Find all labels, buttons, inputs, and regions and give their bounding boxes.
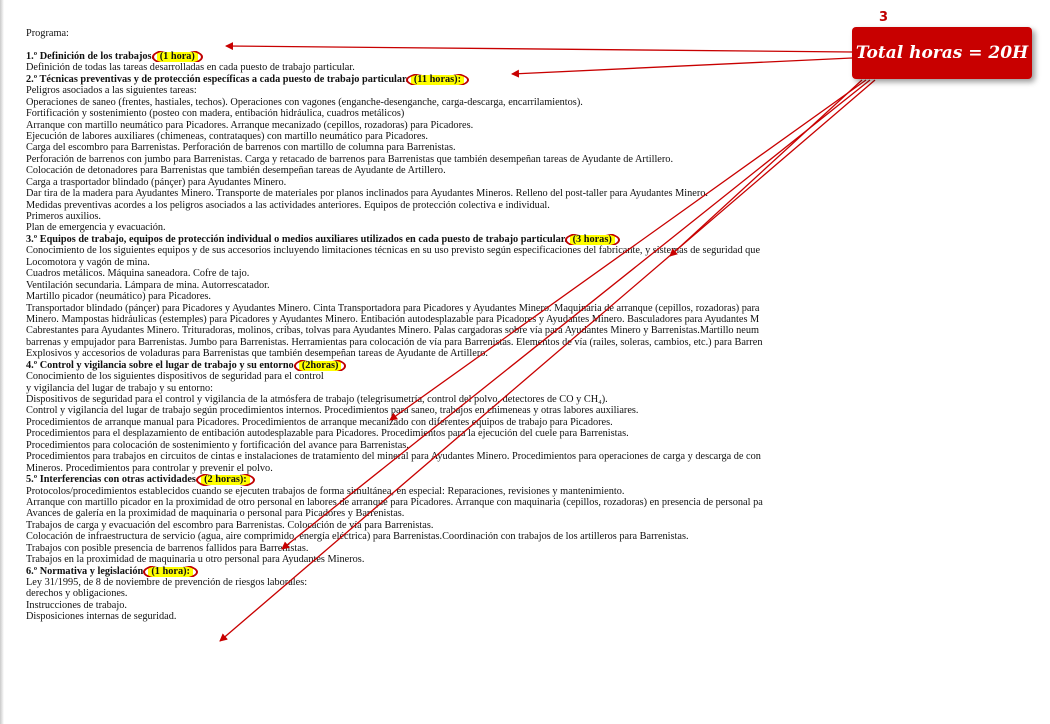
section-line: Arranque con martillo neumático para Picadores. Arranque mecanizado (cepillos, rozadoras) para Picadores. [26,119,474,131]
hours-badge: (1 hora): [148,567,193,577]
section-line: Trabajos en la proximidad de maquinaria u otro personal para Ayudantes Mineros. [26,554,365,566]
section-line: Plan de emergencia y evacuación. [26,222,166,234]
hours-badge: (1 hora) [157,52,198,62]
section-line: Procedimientos de arranque manual para Picadores. Procedimientos de arranque mecanizado con diferentes equipos de trabajo para Picadores. [26,416,613,428]
section-line: Ventilación secundaria. Lámpara de mina. Autorrescatador. [26,279,270,291]
section-4 [26,360,1050,474]
section-line: Avances de galería en la proximidad de maquinaria o personal para Picadores y Barrenistas. [26,508,405,520]
section-heading [26,566,1050,577]
hours-badge: (11 horas): [411,75,464,85]
section-3 [26,234,1050,360]
section-line: Primeros auxilios. [26,211,101,222]
section-line: Cuadros metálicos. Máquina saneadora. Cofre de tajo. [26,268,250,280]
section-line: Dar tira de la madera para Ayudantes Minero. Transporte de materiales por planos inclinados para Ayudantes Mineros. Relleno del post-taller para Ayudantes Minero. [26,188,708,200]
section-heading-text: 2.º Técnicas preventivas y de protección específicas a cada puesto de trabajo particular. [26,73,409,85]
section-line: Cabrestantes para Ayudantes Minero. Trituradoras, molinos, cribas, tolvas para Ayudantes Minero. Palas cargadoras sobre vía para Ayudantes Minero y Barrenistas.Martillo neum [26,325,760,337]
section-line: Carga del escombro para Barrenistas. Perforación de barrenos con martillo de columna para Barrenistas. [26,142,456,154]
section-line: Colocación de infraestructura de servicio (agua, aire comprimido, energía eléctrica) para Barrenistas.Coordinación con trabajos de los artilleros para Barrenistas. [26,531,689,543]
section-line: Colocación de detonadores para Barrenistas que también desempeñan tareas de Ayudante de Artillero. [26,165,446,177]
total-hours-text: Total horas = 20H [855,43,1029,63]
section-line: Instrucciones de trabajo. [26,599,127,611]
section-line: Trabajos con posible presencia de barrenos fallidos para Barrenistas. [26,542,309,554]
section-line: Protocolos/procedimientos establecidos cuando se ejecuten trabajos de forma simultánea, en especial: Reparaciones, revisiones y mantenimiento. [26,485,625,497]
section-heading-text: 5.º Interferencias con otras actividades. [26,474,199,486]
section-line: Procedimientos para trabajos en circuitos de cintas e instalaciones de tratamiento del mineral para Ayudantes Minero. Procedimientos para operaciones de carga y descarga de con [26,451,761,463]
hours-badge: (2 horas): [201,475,250,485]
section-line: Procedimientos para el desplazamiento de entibación autodesplazable para Picadores. Procedimientos para la ejecución del cuele para Barrenistas. [26,428,629,440]
section-line: Carga a trasportador blindado (pánçer) para Ayudantes Minero. [26,176,287,188]
section-heading-text: 1.º Definición de los trabajos. [26,50,155,62]
section-line: Arranque con martillo picador en la proximidad de otro personal en labores de arranque para Picadores. Arranque con maquinaria (cepillos, rozadoras) en presencia de personal pa [26,496,763,508]
section-line: Conocimiento de los siguientes equipos y de sus accesorios incluyendo limitaciones técnicas en su uso previsto según especificaciones del fabricante, y sistemas de seguridad que [26,245,761,257]
hours-badge: (2horas) [299,361,342,371]
document-title: Programa: [26,28,69,39]
section-line: Procedimientos para colocación de sostenimiento y fortificación del avance para Barrenistas. [26,439,409,451]
section-2 [26,74,1050,234]
section-line: Peligros asociados a las siguientes tareas: [26,85,197,97]
section-line: Conocimiento de los siguientes dispositivos de seguridad para el control [26,371,324,383]
section-line: Mineros. Procedimientos para controlar y prevenir el polvo. [26,462,273,474]
section-heading-text: 6.º Normativa y legislación. [26,565,146,577]
section-line: Operaciones de saneo (frentes, hastiales, techos). Operaciones con vagones (enganche-desenganche, carga-descarga, encarrilamientos). [26,96,583,108]
section-line: Martillo picador (neumático) para Picadores. [26,291,211,303]
section-line: Ley 31/1995, de 8 de noviembre de prevención de riesgos laborales: [26,577,308,588]
section-line: Dispositivos de seguridad para el control y vigilancia de la atmósfera de trabajo (telegrisumetría, control del polvo, detectores de CO y CH₄). [26,394,608,405]
section-line: Trabajos de carga y evacuación del escombro para Barrenistas. Colocación de vía para Barrenistas. [26,519,434,531]
section-heading-text: 3.º Equipos de trabajo, equipos de protección individual o medios auxiliares utilizados en cada puesto de trabajo particular. [26,233,567,245]
section-line: Perforación de barrenos con jumbo para Barrenistas. Carga y retacado de barrenos para Barrenistas que también desempeñan tareas de Ayudante de Artillero. [26,153,674,165]
section-line: Medidas preventivas acordes a los peligros asociados a las actividades anteriores. Equipos de protección colectiva e individual. [26,199,550,211]
total-hours-callout [852,27,1032,79]
section-line: Transportador blindado (pánçer) para Picadores y Ayudantes Minero. Cinta Transportadora para Picadores y Ayudantes Minero. Maquinaria de arranque (cepillos, rozadoras) para [26,302,760,314]
section-heading [26,474,1050,485]
page-edge-shadow [0,0,4,724]
section-line: barrenas y empujador para Barrenistas. Jumbo para Barrenistas. Herramientas para colocación de vía para Barrenistas. Elementos de vía (railes, soleras, cambios, etc.) para Barren [26,336,763,348]
section-line: Minero. Mampostas hidráulicas (estemples) para Picadores y Ayudantes Minero. Entibación autodesplazable para Picadores y Ayudantes Minero. Basculadores para Ayudantes M [26,313,760,325]
program-document [26,28,1050,623]
section-line: Disposiciones internas de seguridad. [26,611,177,623]
section-line: Explosivos y accesorios de voladuras para Barrenistas que también desempeñan tareas de Ayudante de Artillero. [26,348,488,360]
section-line: derechos y obligaciones. [26,588,128,600]
section-line: Definición de todas las tareas desarrolladas en cada puesto de trabajo particular. [26,62,355,74]
section-line: Locomotora y vagón de mina. [26,256,150,268]
section-heading [26,234,1050,245]
section-line: y vigilancia del lugar de trabajo y su entorno: [26,382,214,394]
section-heading [26,360,1050,371]
section-6 [26,566,1050,623]
annotation-number: 3 [879,10,889,25]
section-line: Fortificación y sostenimiento (posteo con madera, entibación hidráulica, cuadros metálicos) [26,108,405,120]
section-5 [26,474,1050,566]
hours-badge: (3 horas) [570,235,615,245]
section-heading-text: 4.º Control y vigilancia sobre el lugar de trabajo y su entorno. [26,359,297,371]
section-line: Control y vigilancia del lugar de trabajo según procedimientos internos. Procedimientos para saneo, trabajos en chimeneas y otras labores auxiliares. [26,405,639,417]
section-line: Ejecución de labores auxiliares (chimeneas, contrataques) con martillo neumático para Picadores. [26,130,428,142]
